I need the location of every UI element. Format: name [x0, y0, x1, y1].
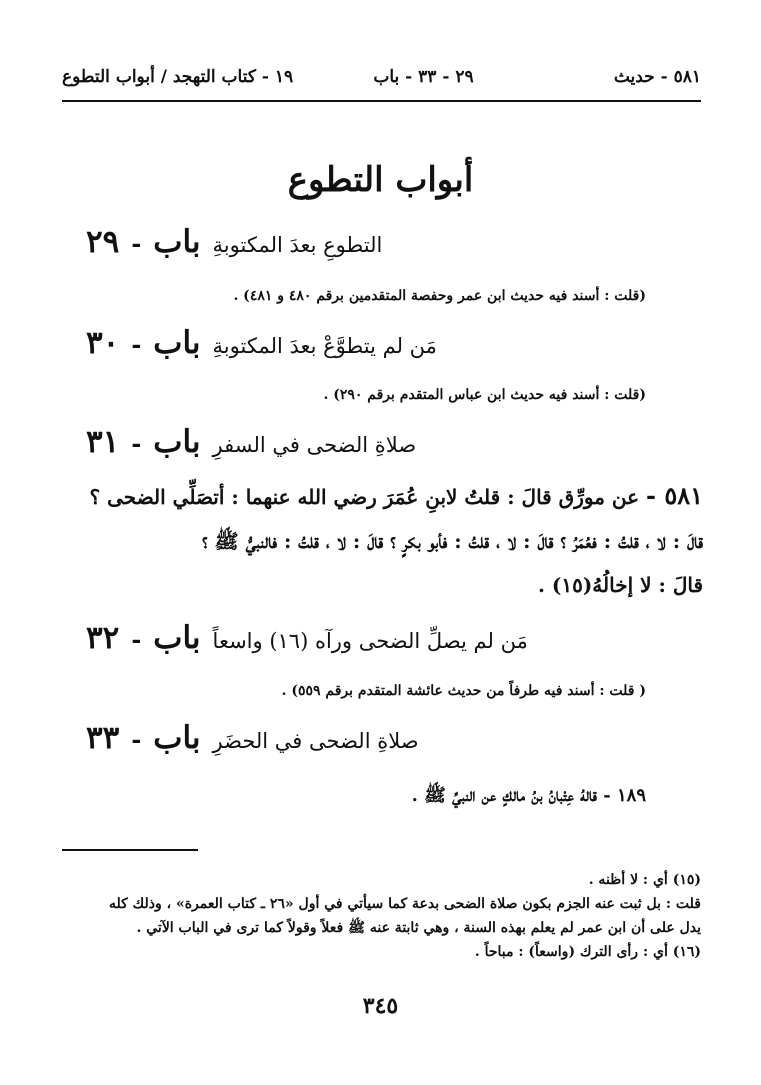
section-dash: - [131, 625, 142, 654]
note-29: (قلت : أسند فيه حديث ابن عمر وحفصة المتقدمين برقم ٤٨٠ و ٤٨١) . [233, 288, 646, 304]
hadith-line: قالَ : لا ، قلتُ : فعُمَرُ ؟ قالَ : لا ، قلتُ : فأبو بكرٍ ؟ قالَ : لا ، قلتُ : فالنبيُّ ﷺ ؟ [202, 529, 703, 553]
section-dash: - [131, 229, 142, 258]
section-dash: - [131, 725, 142, 754]
page-number: ٣٤٥ [362, 993, 399, 1019]
section-heading-31 [86, 424, 646, 460]
hadith-text: عن مورِّق قالَ : قلتُ لابنِ عُمَرَ رضي الله عنهما : أتصَلِّي الضحى ؟ [89, 485, 640, 509]
footnote-16: (١٦) أي : رأى الترك (واسعاً) : مباحاً . [474, 944, 701, 960]
section-number: ٣٠ [86, 325, 120, 361]
section-title: صلاةِ الضحى في السفرِ [212, 433, 417, 457]
hadith-line: قالَ : لا إخالُهُ(١٥) . [537, 573, 703, 597]
section-title: مَن لم يتطوَّعْ بعدَ المكتوبةِ [212, 334, 437, 358]
footnote-15: (١٥) أي : لا أظنه . [588, 872, 701, 888]
header-hadith-range: ٥٨١ - حديث [613, 67, 701, 87]
page-title: أبواب التطوع [287, 160, 474, 200]
footnote-15-cont: قلت : بل ثبت عنه الجزم بكون صلاة الضحى بدعة كما سيأتي في أول «٢٦ ـ كتاب العمرة» ، وذلك كله [108, 896, 701, 912]
section-heading-32 [86, 620, 646, 656]
section-word: باب [153, 720, 201, 756]
section-number: ٢٩ [86, 224, 120, 260]
footnote-15-cont: يدل على أن ابن عمر لم يعلم بهذه السنة ، وهي ثابتة عنه ﷺ فعلاً وقولاً كما ترى في الباب الآتي . [136, 920, 701, 936]
section-dash: - [131, 429, 142, 458]
header-sections: ٢٩ - ٣٣ - باب [373, 67, 474, 87]
section-number: ٣١ [86, 424, 120, 460]
section-dash: - [131, 330, 142, 359]
section-title: مَن لم يصلِّ الضحى ورآه (١٦) واسعاً [212, 629, 528, 653]
header-divider [62, 100, 701, 102]
footnote-divider [62, 849, 198, 851]
section-title: صلاةِ الضحى في الحضَرِ [212, 729, 419, 753]
hadith-581 [53, 474, 703, 607]
section-number: ٣٣ [86, 720, 120, 756]
running-header [62, 60, 701, 94]
hadith-number: ٥٨١ - [646, 481, 703, 510]
section-word: باب [153, 325, 201, 361]
section-number: ٣٢ [86, 620, 120, 656]
section-heading-29 [86, 224, 646, 260]
note-32: ( قلت : أسند فيه طرفاً من حديث عائشة المتقدم برقم ٥٥٩) . [281, 683, 646, 699]
footnotes [51, 868, 701, 964]
short-hadith-189: ١٨٩ - قالهُ عِتْبانُ بنُ مالكٍ عن النبيِّ ﷺ . [411, 785, 646, 806]
section-title: التطوعِ بعدَ المكتوبةِ [212, 233, 383, 257]
section-word: باب [153, 424, 201, 460]
hadith-line [53, 474, 703, 519]
header-chapter: ١٩ - كتاب التهجد / أبواب التطوع [62, 67, 294, 87]
section-heading-30 [86, 325, 646, 361]
section-word: باب [153, 224, 201, 260]
section-word: باب [153, 620, 201, 656]
note-30: (قلت : أسند فيه حديث ابن عباس المتقدم برقم ٢٩٠) . [323, 387, 646, 403]
section-heading-33 [86, 720, 646, 756]
